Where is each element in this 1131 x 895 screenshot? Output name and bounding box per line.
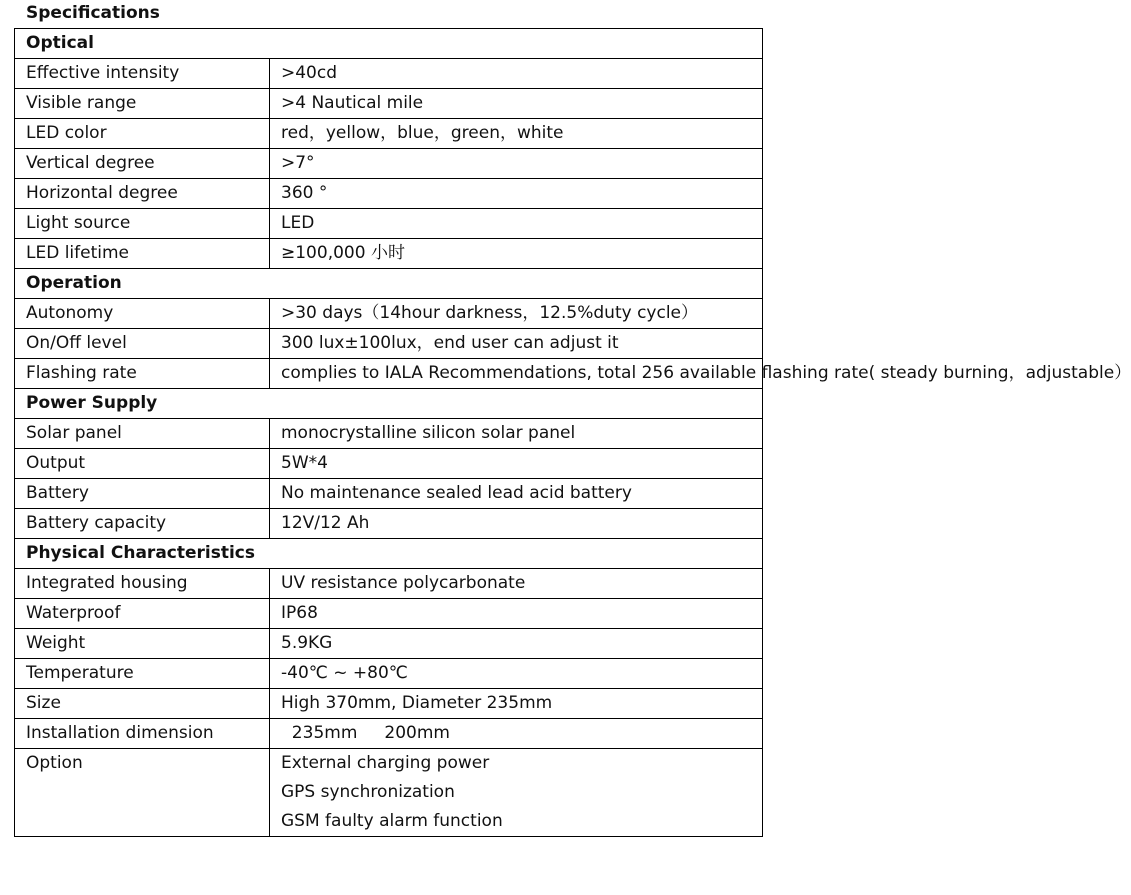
table-row	[15, 629, 763, 659]
spec-value: monocrystalline silicon solar panel	[270, 419, 763, 449]
spec-value: 235mm 200mm	[270, 719, 763, 749]
section-header-row	[15, 29, 763, 59]
section-header-row	[15, 269, 763, 299]
table-row	[15, 599, 763, 629]
section-header: Physical Characteristics	[15, 539, 763, 569]
spec-value-line: External charging power	[281, 753, 490, 773]
spec-value-line: GSM faulty alarm function	[281, 811, 503, 831]
section-header: Optical	[15, 29, 763, 59]
spec-value: >7°	[270, 149, 763, 179]
table-row	[15, 119, 763, 149]
spec-value: 5.9KG	[270, 629, 763, 659]
spec-label: Autonomy	[15, 299, 270, 329]
spec-label: Installation dimension	[15, 719, 270, 749]
spec-value-line: GPS synchronization	[281, 782, 455, 802]
spec-label: Effective intensity	[15, 59, 270, 89]
spec-value: 5W*4	[270, 449, 763, 479]
spec-value: >30 days（14hour darkness，12.5%duty cycle）	[270, 299, 763, 329]
spec-label: Horizontal degree	[15, 179, 270, 209]
table-row	[15, 329, 763, 359]
spec-table	[14, 28, 1131, 837]
spec-value: IP68	[270, 599, 763, 629]
table-row	[15, 299, 763, 329]
table-row	[15, 359, 763, 389]
spec-label: Battery capacity	[15, 509, 270, 539]
spec-value: >4 Nautical mile	[270, 89, 763, 119]
spec-value: 12V/12 Ah	[270, 509, 763, 539]
spec-label: Option	[15, 749, 270, 837]
spec-value: No maintenance sealed lead acid battery	[270, 479, 763, 509]
table-row	[15, 659, 763, 689]
spec-value: -40℃ ~ +80℃	[270, 659, 763, 689]
spec-label: Light source	[15, 209, 270, 239]
table-row	[15, 749, 763, 837]
spec-label: Integrated housing	[15, 569, 270, 599]
page-title: Specifications	[26, 3, 160, 23]
spec-label: Battery	[15, 479, 270, 509]
table-row	[15, 719, 763, 749]
table-row	[15, 149, 763, 179]
table-row	[15, 479, 763, 509]
section-header-row	[15, 539, 763, 569]
spec-value: complies to IALA Recommendations, total 256 available flashing rate( steady burning，adjustable）	[270, 359, 763, 389]
spec-label: On/Off level	[15, 329, 270, 359]
spec-label: Weight	[15, 629, 270, 659]
spec-value: 360 °	[270, 179, 763, 209]
spec-label: Solar panel	[15, 419, 270, 449]
spec-label: Visible range	[15, 89, 270, 119]
spec-table-body	[15, 29, 1131, 837]
table-row	[15, 509, 763, 539]
spec-value-list	[270, 749, 763, 837]
table-row	[15, 449, 763, 479]
spec-label: Size	[15, 689, 270, 719]
table-row	[15, 209, 763, 239]
spec-label: Flashing rate	[15, 359, 270, 389]
table-row	[15, 89, 763, 119]
table-row	[15, 419, 763, 449]
spec-value: >40cd	[270, 59, 763, 89]
table-row	[15, 59, 763, 89]
spec-value: 300 lux±100lux，end user can adjust it	[270, 329, 763, 359]
section-header: Power Supply	[15, 389, 763, 419]
spec-value: LED	[270, 209, 763, 239]
spec-value: High 370mm, Diameter 235mm	[270, 689, 763, 719]
spec-label: Temperature	[15, 659, 270, 689]
table-row	[15, 179, 763, 209]
spec-label: LED lifetime	[15, 239, 270, 269]
spec-value: red，yellow，blue，green，white	[270, 119, 763, 149]
table-row	[15, 569, 763, 599]
spec-label: LED color	[15, 119, 270, 149]
table-row	[15, 689, 763, 719]
table-row	[15, 239, 763, 269]
spec-label: Output	[15, 449, 270, 479]
spec-label: Vertical degree	[15, 149, 270, 179]
section-header: Operation	[15, 269, 763, 299]
spec-value: UV resistance polycarbonate	[270, 569, 763, 599]
spec-label: Waterproof	[15, 599, 270, 629]
section-header-row	[15, 389, 763, 419]
spec-value: ≥100,000 小时	[270, 239, 763, 269]
